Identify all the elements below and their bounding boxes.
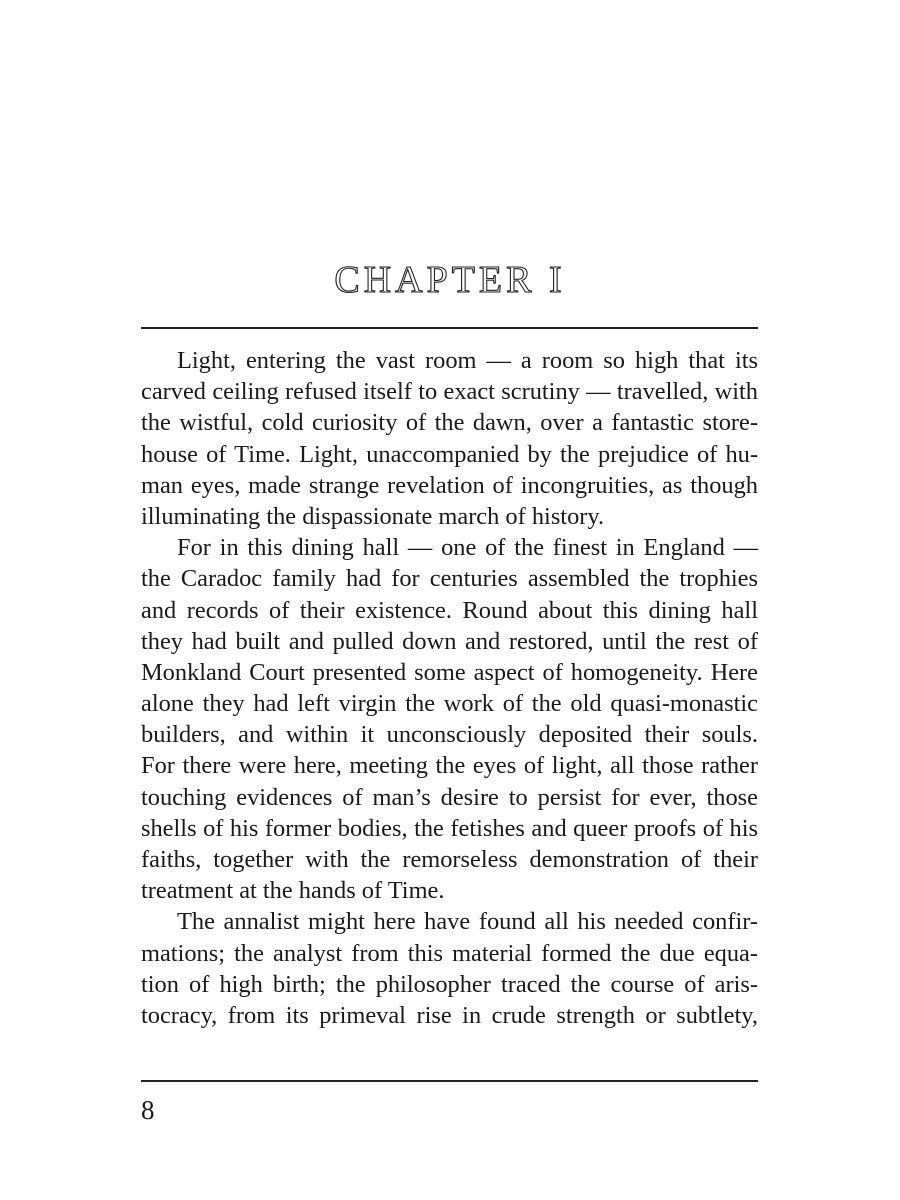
chapter-title: CHAPTER I xyxy=(334,259,566,301)
text-line: alone they had left virgin the work of the old quasi-monastic xyxy=(141,690,758,718)
text-line: treatment at the hands of Time. xyxy=(141,877,445,905)
text-line: they had built and pulled down and restored, until the rest of xyxy=(141,627,758,655)
bottom-rule xyxy=(141,1080,758,1082)
text-line: illuminating the dispassionate march of history. xyxy=(141,502,605,530)
text-line: carved ceiling refused itself to exact scrutiny — travelled, with xyxy=(141,378,758,406)
top-rule xyxy=(141,327,758,329)
text-line: and records of their existence. Round about this dining hall xyxy=(141,596,758,624)
text-line: Monkland Court presented some aspect of homogeneity. Here xyxy=(141,658,758,686)
text-line: house of Time. Light, unaccompanied by the prejudice of hu- xyxy=(141,440,758,468)
body-text xyxy=(141,345,758,1031)
text-line: tion of high birth; the philosopher traced the course of aris- xyxy=(141,970,758,998)
text-line: man eyes, made strange revelation of incongruities, as though xyxy=(141,471,758,499)
text-line: tocracy, from its primeval rise in crude strength or subtlety, xyxy=(141,1001,758,1029)
text-line: mations; the analyst from this material formed the due equa- xyxy=(141,939,758,967)
text-line: touching evidences of man’s desire to persist for ever, those xyxy=(141,783,758,811)
text-line: builders, and within it unconsciously deposited their souls. xyxy=(141,721,758,749)
page-number: 8 xyxy=(141,1095,155,1125)
text-line: Light, entering the vast room — a room so high that its xyxy=(177,347,758,374)
text-line: faiths, together with the remorseless demonstration of their xyxy=(141,846,758,873)
text-line: shells of his former bodies, the fetishes and queer proofs of his xyxy=(141,814,758,842)
text-line: The annalist might here have found all his needed confir- xyxy=(177,908,758,936)
text-line: the Caradoc family had for centuries assembled the trophies xyxy=(141,565,758,593)
text-line: For in this dining hall — one of the finest in England — xyxy=(177,534,758,562)
text-line: For there were here, meeting the eyes of light, all those rather xyxy=(141,752,758,780)
text-line: the wistful, cold curiosity of the dawn, over a fantastic store- xyxy=(141,409,758,437)
